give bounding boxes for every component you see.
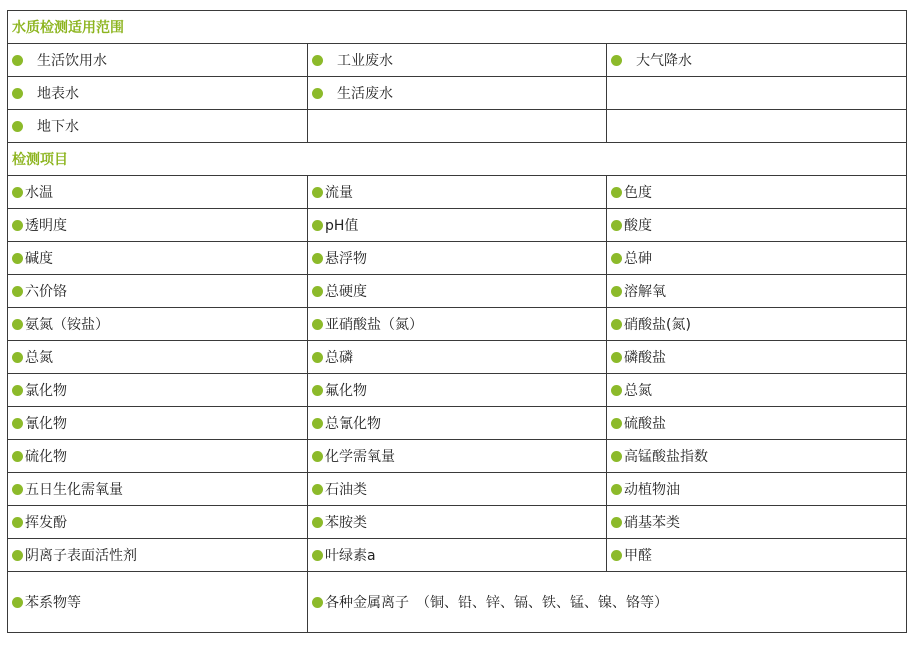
cell-label: 硫酸盐 (624, 416, 666, 432)
bullet-dot-icon (12, 550, 23, 561)
bullet-dot-icon (611, 319, 622, 330)
bullet-dot-icon (312, 451, 323, 462)
bullet-dot-icon (12, 187, 23, 198)
cell-label: 总氮 (25, 350, 53, 366)
item-cell (8, 341, 308, 374)
cell-label: pH值 (325, 218, 359, 234)
item-cell (607, 407, 907, 440)
scope-cell (308, 44, 607, 77)
cell-label: 生活废水 (337, 86, 393, 102)
items-title-row (8, 143, 907, 176)
cell-label: 水温 (25, 185, 53, 201)
cell-label: 透明度 (25, 218, 67, 234)
scope-cell (8, 110, 308, 143)
cell-label: 六价铬 (25, 284, 67, 300)
item-cell (8, 242, 308, 275)
bullet-dot-icon (611, 484, 622, 495)
cell-label: 氟化物 (325, 383, 367, 399)
item-row (8, 407, 907, 440)
item-row (8, 242, 907, 275)
item-cell (308, 473, 607, 506)
water-quality-table (7, 10, 907, 633)
item-row (8, 176, 907, 209)
item-cell (8, 572, 308, 633)
cell-label: 苯胺类 (325, 515, 367, 531)
cell-label: 叶绿素a (325, 548, 376, 564)
item-row (8, 341, 907, 374)
bullet-dot-icon (611, 517, 622, 528)
bullet-dot-icon (12, 220, 23, 231)
item-cell (308, 176, 607, 209)
cell-label: 化学需氧量 (325, 449, 395, 465)
item-cell (607, 242, 907, 275)
bullet-dot-icon (312, 517, 323, 528)
item-cell (607, 374, 907, 407)
scope-section-title: 水质检测适用范围 (8, 11, 907, 44)
bullet-dot-icon (12, 121, 23, 132)
cell-label: 流量 (325, 185, 353, 201)
cell-label: 甲醛 (624, 548, 652, 564)
item-cell (607, 341, 907, 374)
cell-label: 硝酸盐(氮) (624, 317, 691, 333)
cell-label: 动植物油 (624, 482, 680, 498)
bullet-dot-icon (312, 253, 323, 264)
cell-label: 溶解氧 (624, 284, 666, 300)
bullet-dot-icon (12, 88, 23, 99)
bullet-dot-icon (611, 253, 622, 264)
item-cell (607, 506, 907, 539)
item-row (8, 539, 907, 572)
scope-cell (607, 44, 907, 77)
bullet-dot-icon (12, 484, 23, 495)
item-row-last (8, 572, 907, 633)
cell-label: 磷酸盐 (624, 350, 666, 366)
item-cell (308, 242, 607, 275)
cell-label: 五日生化需氧量 (25, 482, 123, 498)
item-cell-wide (308, 572, 907, 633)
cell-label: 阴离子表面活性剂 (25, 548, 137, 564)
cell-label: 总氰化物 (325, 416, 381, 432)
scope-cell (8, 77, 308, 110)
bullet-dot-icon (611, 187, 622, 198)
cell-label: 硝基苯类 (624, 515, 680, 531)
bullet-dot-icon (312, 55, 323, 66)
cell-label: 生活饮用水 (37, 53, 107, 69)
cell-label: 总氮 (624, 383, 652, 399)
scope-cell (308, 77, 607, 110)
item-cell (607, 308, 907, 341)
item-row (8, 275, 907, 308)
cell-label: 苯系物等 (25, 595, 81, 611)
bullet-dot-icon (312, 187, 323, 198)
bullet-dot-icon (12, 253, 23, 264)
bullet-dot-icon (611, 220, 622, 231)
scope-cell (308, 110, 607, 143)
bullet-dot-icon (611, 55, 622, 66)
item-cell (8, 473, 308, 506)
bullet-dot-icon (611, 418, 622, 429)
cell-label: 地下水 (37, 119, 79, 135)
item-cell (607, 473, 907, 506)
scope-row (8, 44, 907, 77)
cell-label: 碱度 (25, 251, 53, 267)
cell-label: 挥发酚 (25, 515, 67, 531)
cell-label: 氰化物 (25, 416, 67, 432)
item-cell (607, 275, 907, 308)
item-cell (308, 407, 607, 440)
bullet-dot-icon (611, 451, 622, 462)
item-row (8, 209, 907, 242)
scope-cell (8, 44, 308, 77)
bullet-dot-icon (312, 220, 323, 231)
item-cell (308, 539, 607, 572)
item-cell (308, 506, 607, 539)
bullet-dot-icon (611, 550, 622, 561)
item-row (8, 506, 907, 539)
item-cell (607, 176, 907, 209)
item-row (8, 473, 907, 506)
scope-cell (607, 77, 907, 110)
item-cell (308, 209, 607, 242)
bullet-dot-icon (12, 451, 23, 462)
cell-label: 总硬度 (325, 284, 367, 300)
bullet-dot-icon (12, 55, 23, 66)
item-cell (308, 440, 607, 473)
item-cell (308, 308, 607, 341)
cell-label: 各种金属离子 （铜、铅、锌、镉、铁、锰、镍、铬等） (325, 595, 668, 611)
item-row (8, 308, 907, 341)
scope-row (8, 77, 907, 110)
cell-label: 氨氮（铵盐） (25, 317, 109, 333)
bullet-dot-icon (312, 385, 323, 396)
cell-label: 氯化物 (25, 383, 67, 399)
cell-label: 高锰酸盐指数 (624, 449, 708, 465)
bullet-dot-icon (312, 597, 323, 608)
item-cell (607, 440, 907, 473)
item-cell (8, 209, 308, 242)
item-cell (8, 440, 308, 473)
bullet-dot-icon (12, 517, 23, 528)
cell-label: 总砷 (624, 251, 652, 267)
bullet-dot-icon (611, 286, 622, 297)
cell-label: 石油类 (325, 482, 367, 498)
item-cell (308, 275, 607, 308)
cell-label: 工业废水 (337, 53, 393, 69)
bullet-dot-icon (312, 319, 323, 330)
cell-label: 亚硝酸盐（氮） (325, 317, 423, 333)
scope-cell (607, 110, 907, 143)
item-cell (8, 308, 308, 341)
cell-label: 大气降水 (636, 53, 692, 69)
cell-label: 色度 (624, 185, 652, 201)
item-row (8, 374, 907, 407)
bullet-dot-icon (611, 352, 622, 363)
cell-label: 地表水 (37, 86, 79, 102)
cell-label: 悬浮物 (325, 251, 367, 267)
item-cell (8, 407, 308, 440)
bullet-dot-icon (312, 418, 323, 429)
item-cell (308, 374, 607, 407)
item-cell (8, 176, 308, 209)
item-cell (8, 275, 308, 308)
bullet-dot-icon (12, 418, 23, 429)
bullet-dot-icon (312, 550, 323, 561)
item-cell (8, 374, 308, 407)
bullet-dot-icon (312, 286, 323, 297)
cell-label: 酸度 (624, 218, 652, 234)
items-section-title: 检测项目 (8, 143, 907, 176)
item-row (8, 440, 907, 473)
bullet-dot-icon (312, 352, 323, 363)
item-cell (308, 341, 607, 374)
item-cell (607, 209, 907, 242)
item-cell (8, 506, 308, 539)
bullet-dot-icon (12, 286, 23, 297)
bullet-dot-icon (12, 352, 23, 363)
item-cell (8, 539, 308, 572)
bullet-dot-icon (12, 385, 23, 396)
scope-row (8, 110, 907, 143)
cell-label: 总磷 (325, 350, 353, 366)
bullet-dot-icon (312, 88, 323, 99)
cell-label: 硫化物 (25, 449, 67, 465)
bullet-dot-icon (12, 597, 23, 608)
item-cell (607, 539, 907, 572)
bullet-dot-icon (12, 319, 23, 330)
bullet-dot-icon (611, 385, 622, 396)
bullet-dot-icon (312, 484, 323, 495)
